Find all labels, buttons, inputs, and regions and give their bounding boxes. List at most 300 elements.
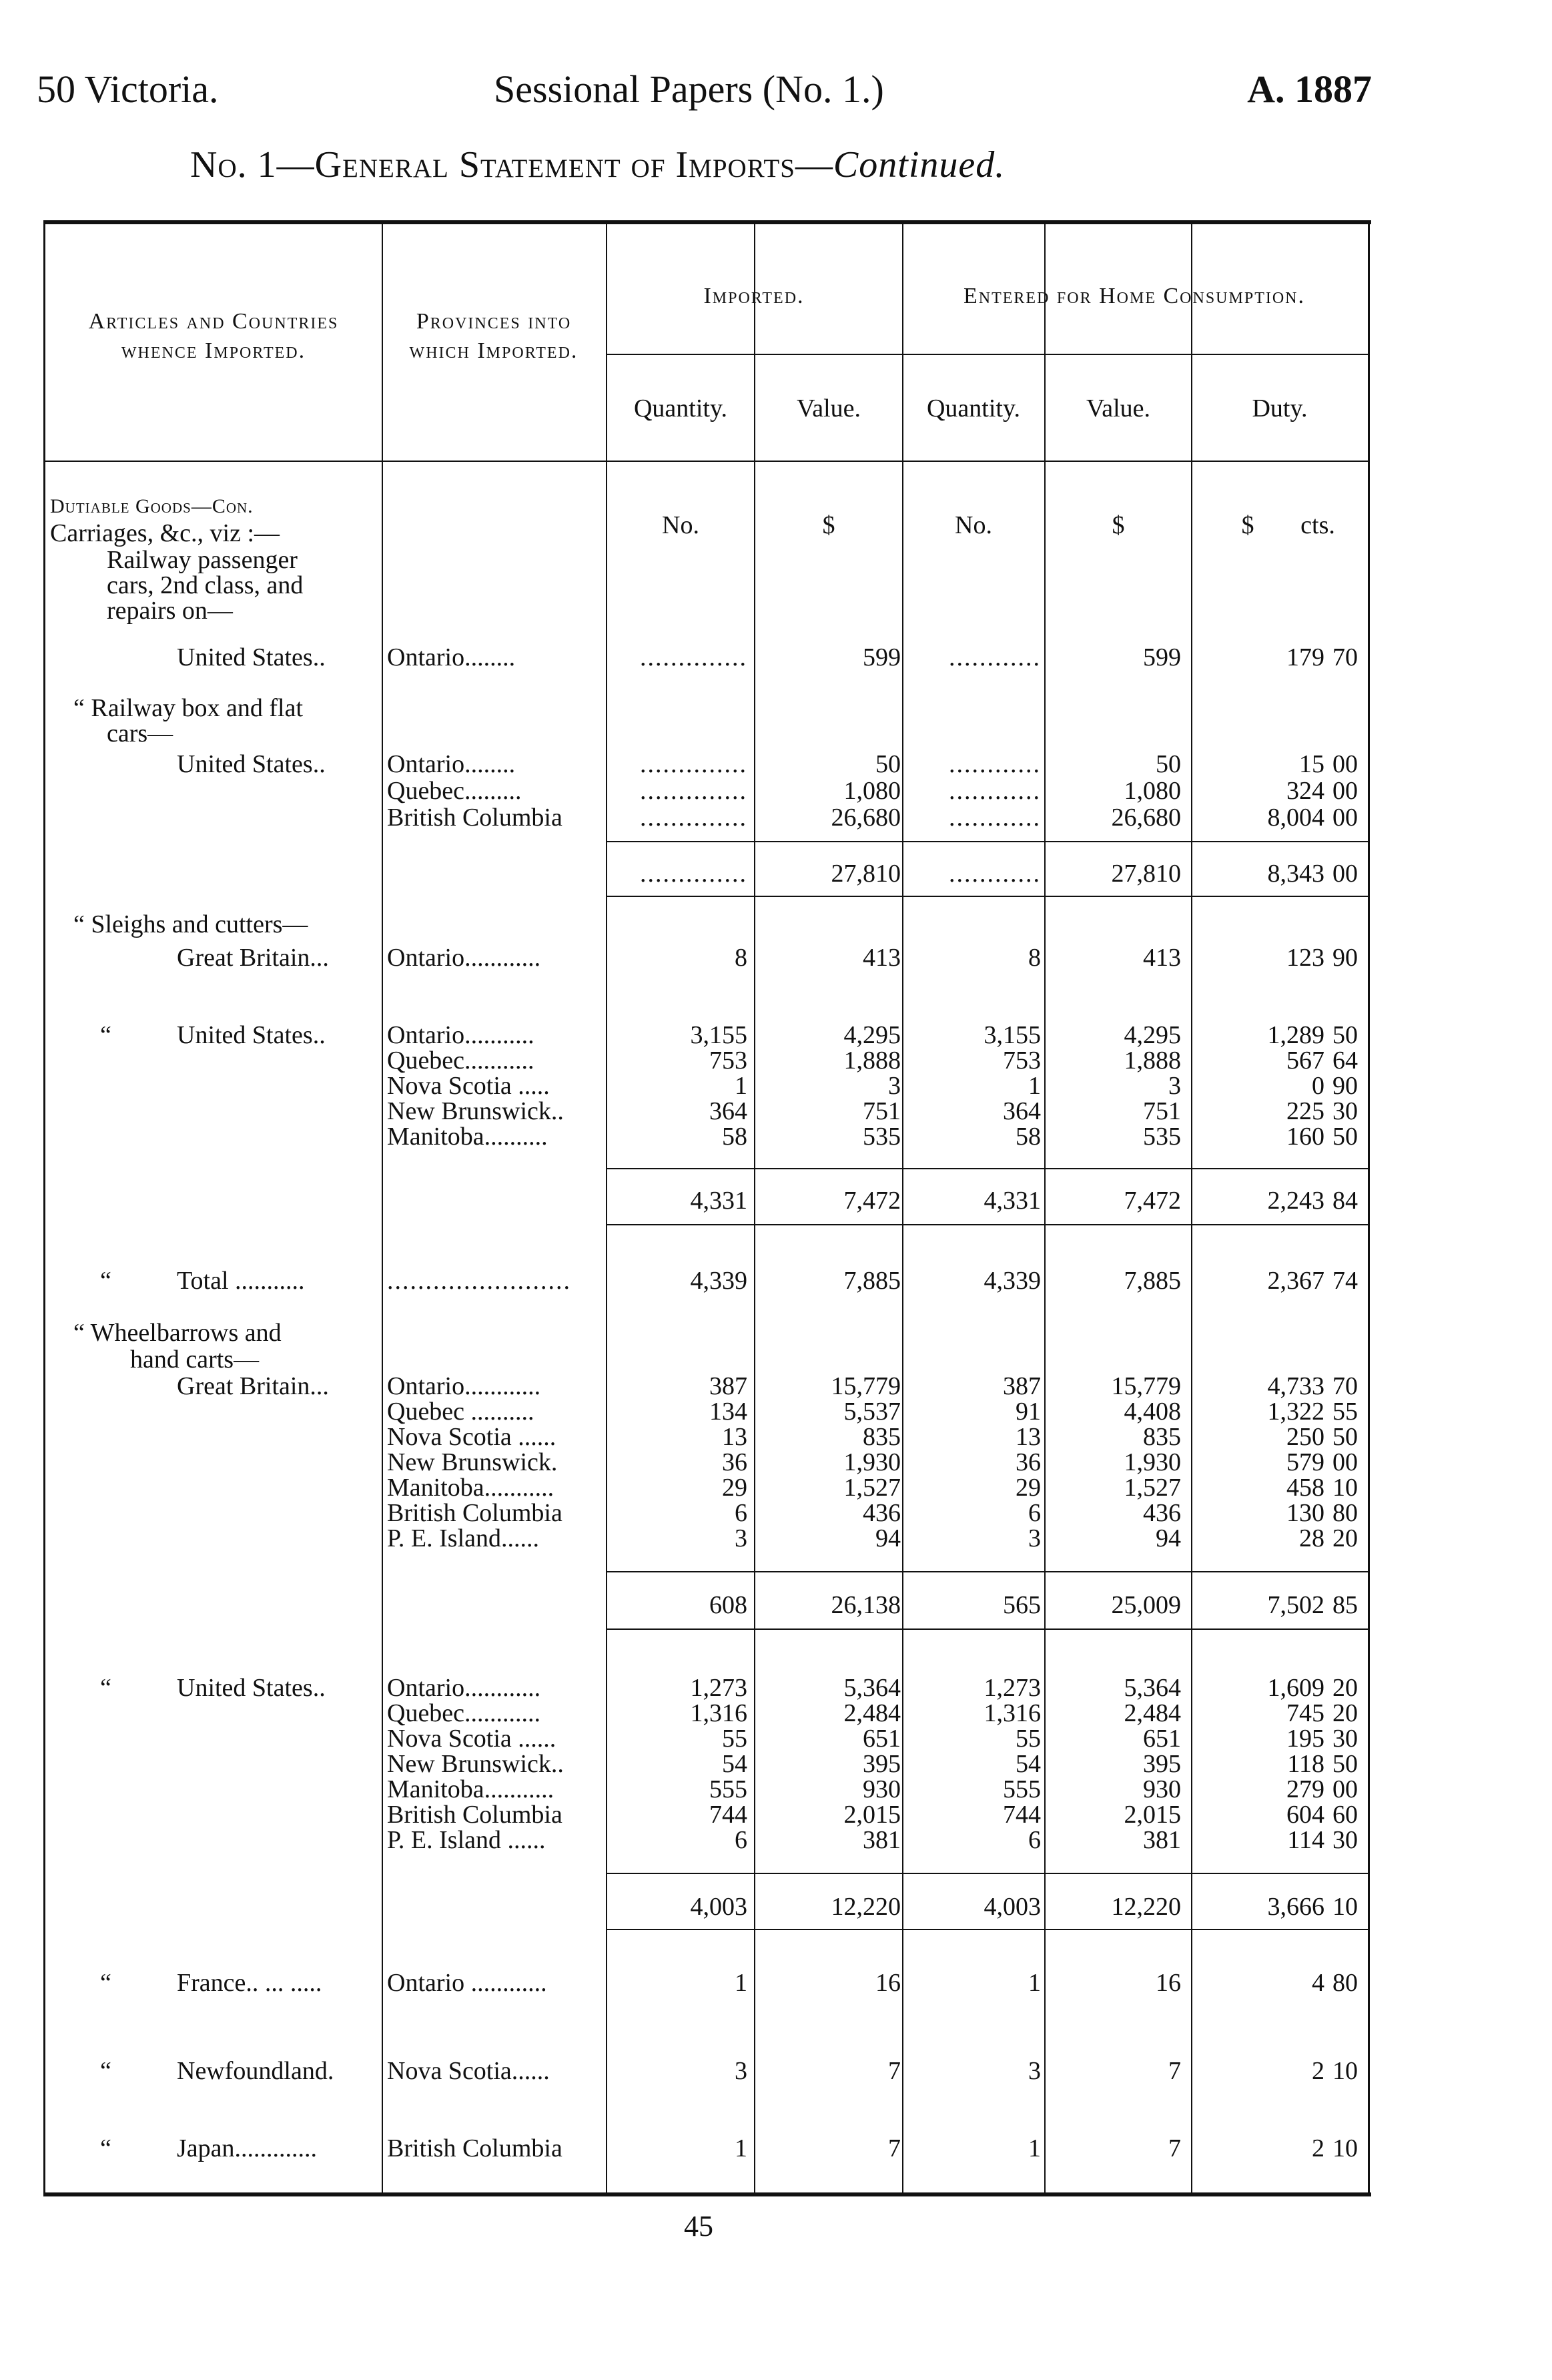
unit-duty-dollars: $ [1241, 511, 1254, 539]
col-head-entered-quantity: Quantity. [926, 394, 1020, 422]
session-label: 50 Victoria. [37, 67, 219, 111]
table-row [0, 1347, 1552, 1372]
duty-cents-cell: 10 [1332, 2057, 1358, 2085]
entered-quantity-cell: 55 [1016, 1725, 1041, 1753]
articles-cell: United States.. [177, 750, 326, 778]
duty-cents-cell: 70 [1332, 643, 1358, 671]
entered-value-cell: 7,472 [1124, 1187, 1181, 1215]
duty-dollars-cell: 4,733 [1267, 1372, 1324, 1400]
table-row [0, 805, 1552, 830]
imported-value-cell: 7,472 [843, 1187, 901, 1215]
table-row [0, 721, 1552, 746]
entered-quantity-cell: 1 [1028, 1969, 1041, 1997]
province-cell: British Columbia [387, 1801, 562, 1829]
duty-dollars-cell: 745 [1286, 1699, 1324, 1727]
entered-quantity-cell: 1,273 [984, 1674, 1041, 1702]
imported-quantity-cell: 55 [722, 1725, 747, 1753]
table-row [0, 912, 1552, 937]
table-row [0, 1500, 1552, 1526]
imported-quantity-cell: 13 [722, 1423, 747, 1451]
duty-cents-cell: 10 [1332, 1474, 1358, 1502]
unit-duty-cents: cts. [1300, 511, 1335, 539]
entered-quantity-cell: ............ [949, 750, 1041, 778]
table-row [0, 1124, 1552, 1149]
province-cell: Ontario........... [387, 1021, 534, 1049]
duty-cents-cell: 00 [1332, 777, 1358, 805]
imported-value-cell: 413 [863, 944, 901, 972]
imported-value-cell: 651 [863, 1725, 901, 1753]
group-head-rule [606, 354, 1368, 355]
province-cell: Nova Scotia ...... [387, 1423, 556, 1451]
entered-value-cell: 1,930 [1124, 1448, 1181, 1476]
entered-value-cell: 3 [1168, 1072, 1181, 1100]
entered-value-cell: 751 [1143, 1097, 1181, 1125]
table-row [0, 1450, 1552, 1475]
duty-dollars-cell: 1,289 [1267, 1021, 1324, 1049]
imported-value-cell: 7 [888, 2057, 901, 2085]
duty-cents-cell: 50 [1332, 1123, 1358, 1151]
duty-dollars-cell: 28 [1299, 1524, 1324, 1552]
province-cell: ........................ [387, 1267, 571, 1295]
imported-quantity-cell: .............. [640, 643, 747, 671]
imported-quantity-cell: 29 [722, 1474, 747, 1502]
province-cell: Ontario ............ [387, 1969, 547, 1997]
duty-cents-cell: 70 [1332, 1372, 1358, 1400]
duty-dollars-cell: 8,004 [1267, 804, 1324, 832]
articles-cell: repairs on— [107, 597, 233, 625]
imported-quantity-cell: 3,155 [690, 1021, 747, 1049]
imported-quantity-cell: 1,316 [690, 1699, 747, 1727]
imported-value-cell: 12,220 [831, 1893, 901, 1921]
entered-value-cell: 4,408 [1124, 1398, 1181, 1426]
entered-value-cell: 26,680 [1111, 804, 1181, 832]
table-row [0, 1751, 1552, 1777]
articles-cell: France.. ... ..... [177, 1969, 322, 1997]
imported-value-cell: 50 [875, 750, 901, 778]
table-row [0, 547, 1552, 573]
duty-cents-cell: 10 [1332, 2134, 1358, 2162]
subtotal-rule [606, 1224, 1368, 1225]
sessional-papers-label: Sessional Papers (No. 1.) [494, 67, 884, 111]
articles-cell: Carriages, &c., viz :— [50, 519, 280, 547]
province-cell: Manitoba.......... [387, 1123, 548, 1151]
duty-dollars-cell: 15 [1299, 750, 1324, 778]
table-row [0, 2136, 1552, 2161]
duty-cents-cell: 10 [1332, 1893, 1358, 1921]
table-row [0, 1048, 1552, 1073]
entered-quantity-cell: 364 [1003, 1097, 1041, 1125]
table-top-rule [43, 220, 1371, 224]
title-main: No. 1—General Statement of Imports— [190, 144, 833, 186]
province-cell: P. E. Island...... [387, 1524, 539, 1552]
articles-cell: United States.. [177, 643, 326, 671]
duty-dollars-cell: 160 [1286, 1123, 1324, 1151]
imported-quantity-cell: 58 [722, 1123, 747, 1151]
imported-value-cell: 4,295 [843, 1021, 901, 1049]
entered-quantity-cell: 13 [1016, 1423, 1041, 1451]
imported-value-cell: 930 [863, 1775, 901, 1803]
table-row [0, 778, 1552, 804]
imported-value-cell: 16 [875, 1969, 901, 1997]
imported-quantity-cell: 36 [722, 1448, 747, 1476]
table-row [0, 1099, 1552, 1124]
table-row [0, 1970, 1552, 1996]
duty-cents-cell: 74 [1332, 1267, 1358, 1295]
province-cell: British Columbia [387, 2134, 562, 2162]
imported-value-cell: 26,680 [831, 804, 901, 832]
entered-value-cell: 27,810 [1111, 860, 1181, 888]
duty-dollars-cell: 2 [1312, 2134, 1324, 2162]
entered-quantity-cell: 4,331 [984, 1187, 1041, 1215]
imported-quantity-cell: 364 [709, 1097, 747, 1125]
duty-dollars-cell: 458 [1286, 1474, 1324, 1502]
entered-quantity-cell: 4,003 [984, 1893, 1041, 1921]
entered-value-cell: 50 [1156, 750, 1181, 778]
table-row [0, 1526, 1552, 1551]
entered-quantity-cell: 565 [1003, 1591, 1041, 1619]
table-row [0, 1399, 1552, 1424]
subtotal-rule [606, 841, 1368, 842]
table-row [0, 1475, 1552, 1500]
duty-cents-cell: 30 [1332, 1826, 1358, 1854]
table-row [0, 1894, 1552, 1919]
imported-value-cell: 1,527 [843, 1474, 901, 1502]
entered-value-cell: 651 [1143, 1725, 1181, 1753]
articles-cell: cars, 2nd class, and [107, 571, 304, 599]
imported-value-cell: 94 [875, 1524, 901, 1552]
duty-dollars-cell: 179 [1286, 643, 1324, 671]
table-row [0, 1268, 1552, 1293]
duty-cents-cell: 85 [1332, 1591, 1358, 1619]
duty-cents-cell: 20 [1332, 1524, 1358, 1552]
table-row [0, 1726, 1552, 1751]
duty-dollars-cell: 118 [1287, 1750, 1324, 1778]
province-cell: Nova Scotia ...... [387, 1725, 556, 1753]
province-cell: Quebec .......... [387, 1398, 534, 1426]
province-cell: P. E. Island ...... [387, 1826, 546, 1854]
articles-cell: United States.. [177, 1021, 326, 1049]
articles-cell: hand carts— [130, 1346, 260, 1374]
duty-cents-cell: 20 [1332, 1699, 1358, 1727]
ditto-mark: “ [100, 1969, 111, 1997]
duty-cents-cell: 50 [1332, 1021, 1358, 1049]
page-number: 45 [684, 2210, 713, 2243]
ditto-mark: “ [100, 2057, 111, 2085]
imported-value-cell: 436 [863, 1499, 901, 1527]
imported-quantity-cell: 3 [735, 1524, 747, 1552]
subtotal-rule [606, 1628, 1368, 1630]
entered-quantity-cell: ............ [949, 804, 1041, 832]
province-cell: Quebec......... [387, 777, 522, 805]
imported-value-cell: 5,537 [843, 1398, 901, 1426]
province-cell: New Brunswick.. [387, 1750, 564, 1778]
duty-dollars-cell: 279 [1286, 1775, 1324, 1803]
duty-cents-cell: 30 [1332, 1725, 1358, 1753]
unit-imported-value: $ [822, 511, 835, 539]
duty-cents-cell: 60 [1332, 1801, 1358, 1829]
duty-cents-cell: 50 [1332, 1750, 1358, 1778]
entered-quantity-cell: 3,155 [984, 1021, 1041, 1049]
imported-quantity-cell: .............. [640, 804, 747, 832]
col-head-imported: Imported. [703, 284, 805, 308]
table-row [0, 2058, 1552, 2084]
imported-quantity-cell: 6 [735, 1826, 747, 1854]
duty-cents-cell: 00 [1332, 750, 1358, 778]
province-cell: Ontario........ [387, 750, 516, 778]
entered-quantity-cell: 29 [1016, 1474, 1041, 1502]
unit-entered-value: $ [1112, 511, 1125, 539]
table-row [0, 1675, 1552, 1701]
duty-dollars-cell: 7,502 [1267, 1591, 1324, 1619]
table-row [0, 521, 1552, 546]
entered-quantity-cell: 753 [1003, 1047, 1041, 1075]
imported-quantity-cell: 6 [735, 1499, 747, 1527]
entered-value-cell: 16 [1156, 1969, 1181, 1997]
imported-quantity-cell: 1 [735, 2134, 747, 2162]
imported-quantity-cell: 8 [735, 944, 747, 972]
province-cell: Ontario............ [387, 1674, 541, 1702]
entered-quantity-cell: 387 [1003, 1372, 1041, 1400]
entered-quantity-cell: 36 [1016, 1448, 1041, 1476]
table-row [0, 1374, 1552, 1399]
imported-quantity-cell: 608 [709, 1591, 747, 1619]
subtotal-rule [606, 896, 1368, 897]
province-cell: Quebec............ [387, 1699, 541, 1727]
entered-value-cell: 1,080 [1124, 777, 1181, 805]
imported-value-cell: 2,484 [843, 1699, 901, 1727]
entered-quantity-cell: 6 [1028, 1499, 1041, 1527]
ditto-mark: “ [100, 1267, 111, 1295]
imported-value-cell: 15,779 [831, 1372, 901, 1400]
articles-cell: Great Britain... [177, 944, 329, 972]
duty-dollars-cell: 2,367 [1267, 1267, 1324, 1295]
imported-value-cell: 26,138 [831, 1591, 901, 1619]
imported-quantity-cell: 4,339 [690, 1267, 747, 1295]
imported-quantity-cell: 3 [735, 2057, 747, 2085]
duty-cents-cell: 30 [1332, 1097, 1358, 1125]
entered-quantity-cell: 1 [1028, 1072, 1041, 1100]
imported-quantity-cell: 4,331 [690, 1187, 747, 1215]
entered-quantity-cell: 3 [1028, 1524, 1041, 1552]
duty-dollars-cell: 579 [1286, 1448, 1324, 1476]
entered-value-cell: 2,015 [1124, 1801, 1181, 1829]
entered-value-cell: 1,527 [1124, 1474, 1181, 1502]
year-label: A. 1887 [1247, 67, 1372, 111]
duty-cents-cell: 80 [1332, 1499, 1358, 1527]
imported-quantity-cell: 1 [735, 1969, 747, 1997]
duty-cents-cell: 90 [1332, 1072, 1358, 1100]
duty-cents-cell: 50 [1332, 1423, 1358, 1451]
table-row [0, 494, 1552, 519]
imported-value-cell: 3 [888, 1072, 901, 1100]
entered-quantity-cell: ............ [949, 860, 1041, 888]
duty-dollars-cell: 114 [1287, 1826, 1324, 1854]
imported-quantity-cell: 753 [709, 1047, 747, 1075]
imported-quantity-cell: 4,003 [690, 1893, 747, 1921]
unit-entered-quantity: No. [955, 511, 992, 539]
duty-dollars-cell: 1,322 [1267, 1398, 1324, 1426]
duty-dollars-cell: 4 [1312, 1969, 1324, 1997]
imported-value-cell: 381 [863, 1826, 901, 1854]
duty-cents-cell: 64 [1332, 1047, 1358, 1075]
entered-value-cell: 94 [1156, 1524, 1181, 1552]
table-row [0, 1424, 1552, 1450]
imported-quantity-cell: .............. [640, 777, 747, 805]
table-row [0, 861, 1552, 886]
table-row [0, 1802, 1552, 1827]
duty-dollars-cell: 130 [1286, 1499, 1324, 1527]
duty-dollars-cell: 567 [1286, 1047, 1324, 1075]
entered-value-cell: 1,888 [1124, 1047, 1181, 1075]
duty-dollars-cell: 2,243 [1267, 1187, 1324, 1215]
col-head-articles: Articles and Countries whence Imported. [88, 309, 339, 363]
imported-value-cell: 7,885 [843, 1267, 901, 1295]
province-cell: Quebec........... [387, 1047, 534, 1075]
entered-quantity-cell: 54 [1016, 1750, 1041, 1778]
entered-quantity-cell: 1,316 [984, 1699, 1041, 1727]
table-row [0, 1320, 1552, 1346]
imported-value-cell: 395 [863, 1750, 901, 1778]
articles-cell: Railway passenger [107, 546, 298, 574]
articles-cell: Total ........... [177, 1267, 305, 1295]
imported-quantity-cell: 744 [709, 1801, 747, 1829]
ditto-mark: “ [100, 1674, 111, 1702]
duty-dollars-cell: 1,609 [1267, 1674, 1324, 1702]
duty-dollars-cell: 123 [1286, 944, 1324, 972]
entered-value-cell: 12,220 [1111, 1893, 1181, 1921]
table-row [0, 752, 1552, 777]
imported-quantity-cell: 1,273 [690, 1674, 747, 1702]
province-cell: British Columbia [387, 804, 562, 832]
entered-quantity-cell: 8 [1028, 944, 1041, 972]
imported-value-cell: 5,364 [843, 1674, 901, 1702]
duty-dollars-cell: 195 [1286, 1725, 1324, 1753]
duty-cents-cell: 00 [1332, 1448, 1358, 1476]
articles-cell: cars— [107, 719, 173, 748]
entered-value-cell: 436 [1143, 1499, 1181, 1527]
duty-dollars-cell: 324 [1286, 777, 1324, 805]
imported-value-cell: 835 [863, 1423, 901, 1451]
table-row [0, 1701, 1552, 1726]
table-row [0, 1777, 1552, 1802]
imported-value-cell: 2,015 [843, 1801, 901, 1829]
imported-quantity-cell: .............. [640, 860, 747, 888]
province-cell: New Brunswick. [387, 1448, 558, 1476]
articles-cell: “ Sleighs and cutters— [73, 910, 308, 938]
duty-dollars-cell: 2 [1312, 2057, 1324, 2085]
entered-quantity-cell: ............ [949, 777, 1041, 805]
duty-cents-cell: 00 [1332, 804, 1358, 832]
articles-cell: Newfoundland. [177, 2057, 334, 2085]
unit-imported-quantity: No. [662, 511, 699, 539]
articles-cell: “ Wheelbarrows and [73, 1319, 282, 1347]
col-head-provinces: Provinces into which Imported. [409, 309, 578, 363]
entered-quantity-cell: 1 [1028, 2134, 1041, 2162]
col-head-entered-value: Value. [1086, 394, 1151, 422]
duty-dollars-cell: 604 [1286, 1801, 1324, 1829]
province-cell: Ontario........ [387, 643, 516, 671]
ditto-mark: “ [100, 1021, 111, 1049]
entered-value-cell: 2,484 [1124, 1699, 1181, 1727]
table-row [0, 1073, 1552, 1099]
imported-value-cell: 1,930 [843, 1448, 901, 1476]
duty-cents-cell: 00 [1332, 860, 1358, 888]
entered-quantity-cell: 91 [1016, 1398, 1041, 1426]
province-cell: Ontario............ [387, 1372, 541, 1400]
imported-quantity-cell: 555 [709, 1775, 747, 1803]
entered-value-cell: 15,779 [1111, 1372, 1181, 1400]
header-bottom-rule [43, 461, 1368, 462]
col-head-imported-quantity: Quantity. [633, 394, 727, 422]
duty-dollars-cell: 8,343 [1267, 860, 1324, 888]
imported-value-cell: 7 [888, 2134, 901, 2162]
entered-quantity-cell: 555 [1003, 1775, 1041, 1803]
ditto-mark: “ [100, 2134, 111, 2162]
entered-quantity-cell: 4,339 [984, 1267, 1041, 1295]
entered-value-cell: 7 [1168, 2134, 1181, 2162]
imported-value-cell: 751 [863, 1097, 901, 1125]
duty-cents-cell: 55 [1332, 1398, 1358, 1426]
articles-cell: “ Railway box and flat [73, 694, 304, 722]
subtotal-rule [606, 1873, 1368, 1874]
entered-value-cell: 395 [1143, 1750, 1181, 1778]
title-continued: Continued. [833, 144, 1006, 186]
entered-value-cell: 5,364 [1124, 1674, 1181, 1702]
entered-quantity-cell: 3 [1028, 2057, 1041, 2085]
articles-cell: Great Britain... [177, 1372, 329, 1400]
duty-dollars-cell: 225 [1286, 1097, 1324, 1125]
imported-value-cell: 1,080 [843, 777, 901, 805]
duty-cents-cell: 80 [1332, 1969, 1358, 1997]
table-row [0, 598, 1552, 623]
entered-value-cell: 535 [1143, 1123, 1181, 1151]
duty-dollars-cell: 250 [1286, 1423, 1324, 1451]
table-row [0, 1188, 1552, 1213]
entered-value-cell: 7 [1168, 2057, 1181, 2085]
entered-value-cell: 4,295 [1124, 1021, 1181, 1049]
province-cell: British Columbia [387, 1499, 562, 1527]
duty-cents-cell: 90 [1332, 944, 1358, 972]
imported-quantity-cell: 1 [735, 1072, 747, 1100]
table-row [0, 645, 1552, 670]
imported-quantity-cell: 387 [709, 1372, 747, 1400]
imported-value-cell: 535 [863, 1123, 901, 1151]
entered-value-cell: 599 [1143, 643, 1181, 671]
duty-dollars-cell: 3,666 [1267, 1893, 1324, 1921]
page-title [190, 143, 1005, 186]
col-head-duty: Duty. [1252, 394, 1308, 422]
articles-cell: United States.. [177, 1674, 326, 1702]
table-bottom-rule [43, 2192, 1371, 2196]
articles-cell: Dutiable Goods—Con. [50, 495, 254, 517]
table-row [0, 573, 1552, 598]
entered-value-cell: 413 [1143, 944, 1181, 972]
duty-cents-cell: 84 [1332, 1187, 1358, 1215]
imported-quantity-cell: 134 [709, 1398, 747, 1426]
col-head-entered: Entered for Home Consumption. [963, 284, 1306, 308]
province-cell: Nova Scotia ..... [387, 1072, 550, 1100]
imported-value-cell: 1,888 [843, 1047, 901, 1075]
imported-value-cell: 599 [863, 643, 901, 671]
province-cell: Ontario............ [387, 944, 541, 972]
table-row [0, 1827, 1552, 1853]
col-head-imported-value: Value. [796, 394, 861, 422]
subtotal-rule [606, 1571, 1368, 1572]
subtotal-rule [606, 1929, 1368, 1930]
province-cell: New Brunswick.. [387, 1097, 564, 1125]
province-cell: Manitoba........... [387, 1775, 554, 1803]
entered-quantity-cell: ............ [949, 643, 1041, 671]
